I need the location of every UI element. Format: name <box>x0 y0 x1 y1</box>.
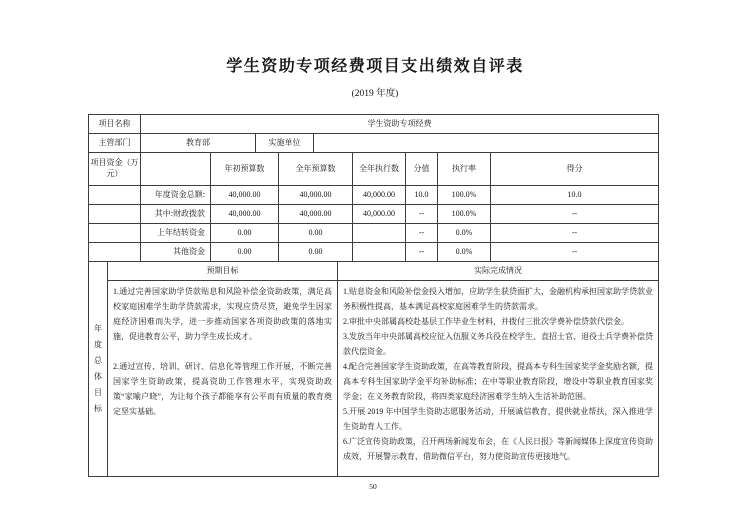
goals-content-row <box>89 281 659 477</box>
funds-sublabel-spacer <box>141 153 211 186</box>
expected-goals-header: 预期目标 <box>108 262 338 281</box>
funds-row-label: 项目资金（万元） <box>89 153 141 186</box>
project-name-row <box>89 115 659 134</box>
funds-table <box>88 152 659 262</box>
cell-value: 40,000.00 <box>211 205 279 224</box>
funds-row-label-total: 年度资金总额: <box>141 186 211 205</box>
page-title: 学生资助专项经费项目支出绩效自评表 <box>226 58 524 75</box>
cell-value: 40,000.00 <box>279 186 353 205</box>
cell-value: 0.00 <box>211 224 279 243</box>
cell-value: -- <box>491 224 659 243</box>
actual-completion-item: 3.发放当年中央部属高校应征入伍服义务兵役在校学生、直招士官、退役士兵学费补偿贷款代偿资金。 <box>343 332 653 356</box>
project-name-value: 学生资助专项经费 <box>141 115 659 134</box>
cell-value: -- <box>491 243 659 262</box>
funds-row-fiscal <box>89 205 659 224</box>
actual-completion-cell <box>338 281 659 477</box>
actual-completion-item: 6.广泛宣传资助政策，召开两场新闻发布会，在《人民日报》等新闻媒体上深度宣传资助成效，开展警示教育，借助微信平台，努力使资助宣传更接地气。 <box>343 437 653 461</box>
cell-value: 40,000.00 <box>353 205 406 224</box>
empty-cell <box>89 224 141 243</box>
funds-row-total <box>89 186 659 205</box>
col-header-annual-execution: 全年执行数 <box>353 153 406 186</box>
cell-value: 0.00 <box>279 243 353 262</box>
funds-row-carryover <box>89 224 659 243</box>
dept-label: 主管部门 <box>89 134 141 153</box>
cell-value: 0.0% <box>438 243 491 262</box>
funds-row-other <box>89 243 659 262</box>
dept-value: 教育部 <box>141 134 256 153</box>
cell-value: -- <box>406 224 438 243</box>
impl-unit-label: 实施单位 <box>256 134 314 153</box>
funds-header-row <box>89 153 659 186</box>
col-header-execution-rate: 执行率 <box>438 153 491 186</box>
cell-value: 100.0% <box>438 186 491 205</box>
page-number: 50 <box>369 482 377 491</box>
goals-table <box>88 261 659 477</box>
expected-goal-item: 2.通过宣传、培训、研讨、信息化等管理工作开展，不断完善国家学生资助政策，提高资助工作管理水平，实现资助政策“家喻户晓”，为让每个孩子都能享有公平而有质量的教育奠定坚实基础。 <box>113 362 332 416</box>
actual-completion-item: 5.开展 2019 年中国学生资助志愿服务活动，开展诚信教育，提供就业帮扶，深入推进学生资助育人工作。 <box>343 407 653 431</box>
funds-row-label-carryover: 上年结转资金 <box>141 224 211 243</box>
cell-value: 0.00 <box>211 243 279 262</box>
actual-completion-item: 1.贴息资金和风险补偿金投入增加，应助学生获贷面扩大，金融机构承担国家助学贷款业务积极性提高，基本满足高校家庭困难学生的贷款需求。 <box>343 287 653 311</box>
cell-value: 0.0% <box>438 224 491 243</box>
col-header-annual-budget: 全年预算数 <box>279 153 353 186</box>
impl-unit-value <box>314 134 659 153</box>
actual-completion-item: 4.配合完善国家学生资助政策，在高等教育阶段，提高本专科生国家奖学金奖励名额，提高本专科生国家助学金平均补助标准；在中等职业教育阶段，增设中等职业教育国家奖学金；在义务教育阶段，将四类家庭经济困难学生纳入生活补助范围。 <box>343 362 653 401</box>
cell-value <box>353 224 406 243</box>
col-header-score-value: 分值 <box>406 153 438 186</box>
cell-value: -- <box>491 205 659 224</box>
actual-completion-header: 实际完成情况 <box>338 262 659 281</box>
cell-value: 100.0% <box>438 205 491 224</box>
empty-cell <box>89 186 141 205</box>
col-header-initial-budget: 年初预算数 <box>211 153 279 186</box>
side-label-annual-goals <box>89 262 108 477</box>
cell-value: 40,000.00 <box>353 186 406 205</box>
cell-value: 10.0 <box>491 186 659 205</box>
col-header-score: 得分 <box>491 153 659 186</box>
department-row <box>89 134 659 153</box>
cell-value <box>353 243 406 262</box>
cell-value: 0.00 <box>279 224 353 243</box>
evaluation-table <box>88 114 658 491</box>
page-subtitle: (2019 年度) <box>351 89 399 99</box>
cell-value: 40,000.00 <box>279 205 353 224</box>
actual-completion-item: 2.审批中央部属高校赴基层工作毕业生材料，并拨付三批次学费补偿贷款代偿金。 <box>343 317 629 326</box>
side-label-text: 年度总体目标 <box>94 324 102 413</box>
cell-value: -- <box>406 205 438 224</box>
project-info-table <box>88 114 659 153</box>
cell-value: 10.0 <box>406 186 438 205</box>
funds-row-label-other: 其他资金 <box>141 243 211 262</box>
cell-value: 40,000.00 <box>211 186 279 205</box>
funds-row-label-fiscal: 其中:财政拨款 <box>141 205 211 224</box>
goals-header-row <box>89 262 659 281</box>
expected-goal-item: 1.通过完善国家助学贷款贴息和风险补偿金资助政策，满足高校家庭困难学生助学贷款需求，实现应贷尽贷，避免学生因家庭经济困难而失学，进一步推动国家各项资助政策的落地实施，促进教育公平，助力学生成长成才。 <box>113 287 332 341</box>
empty-cell <box>89 205 141 224</box>
cell-value: -- <box>406 243 438 262</box>
empty-cell <box>89 243 141 262</box>
project-name-label: 项目名称 <box>89 115 141 134</box>
expected-goals-cell <box>108 281 338 477</box>
